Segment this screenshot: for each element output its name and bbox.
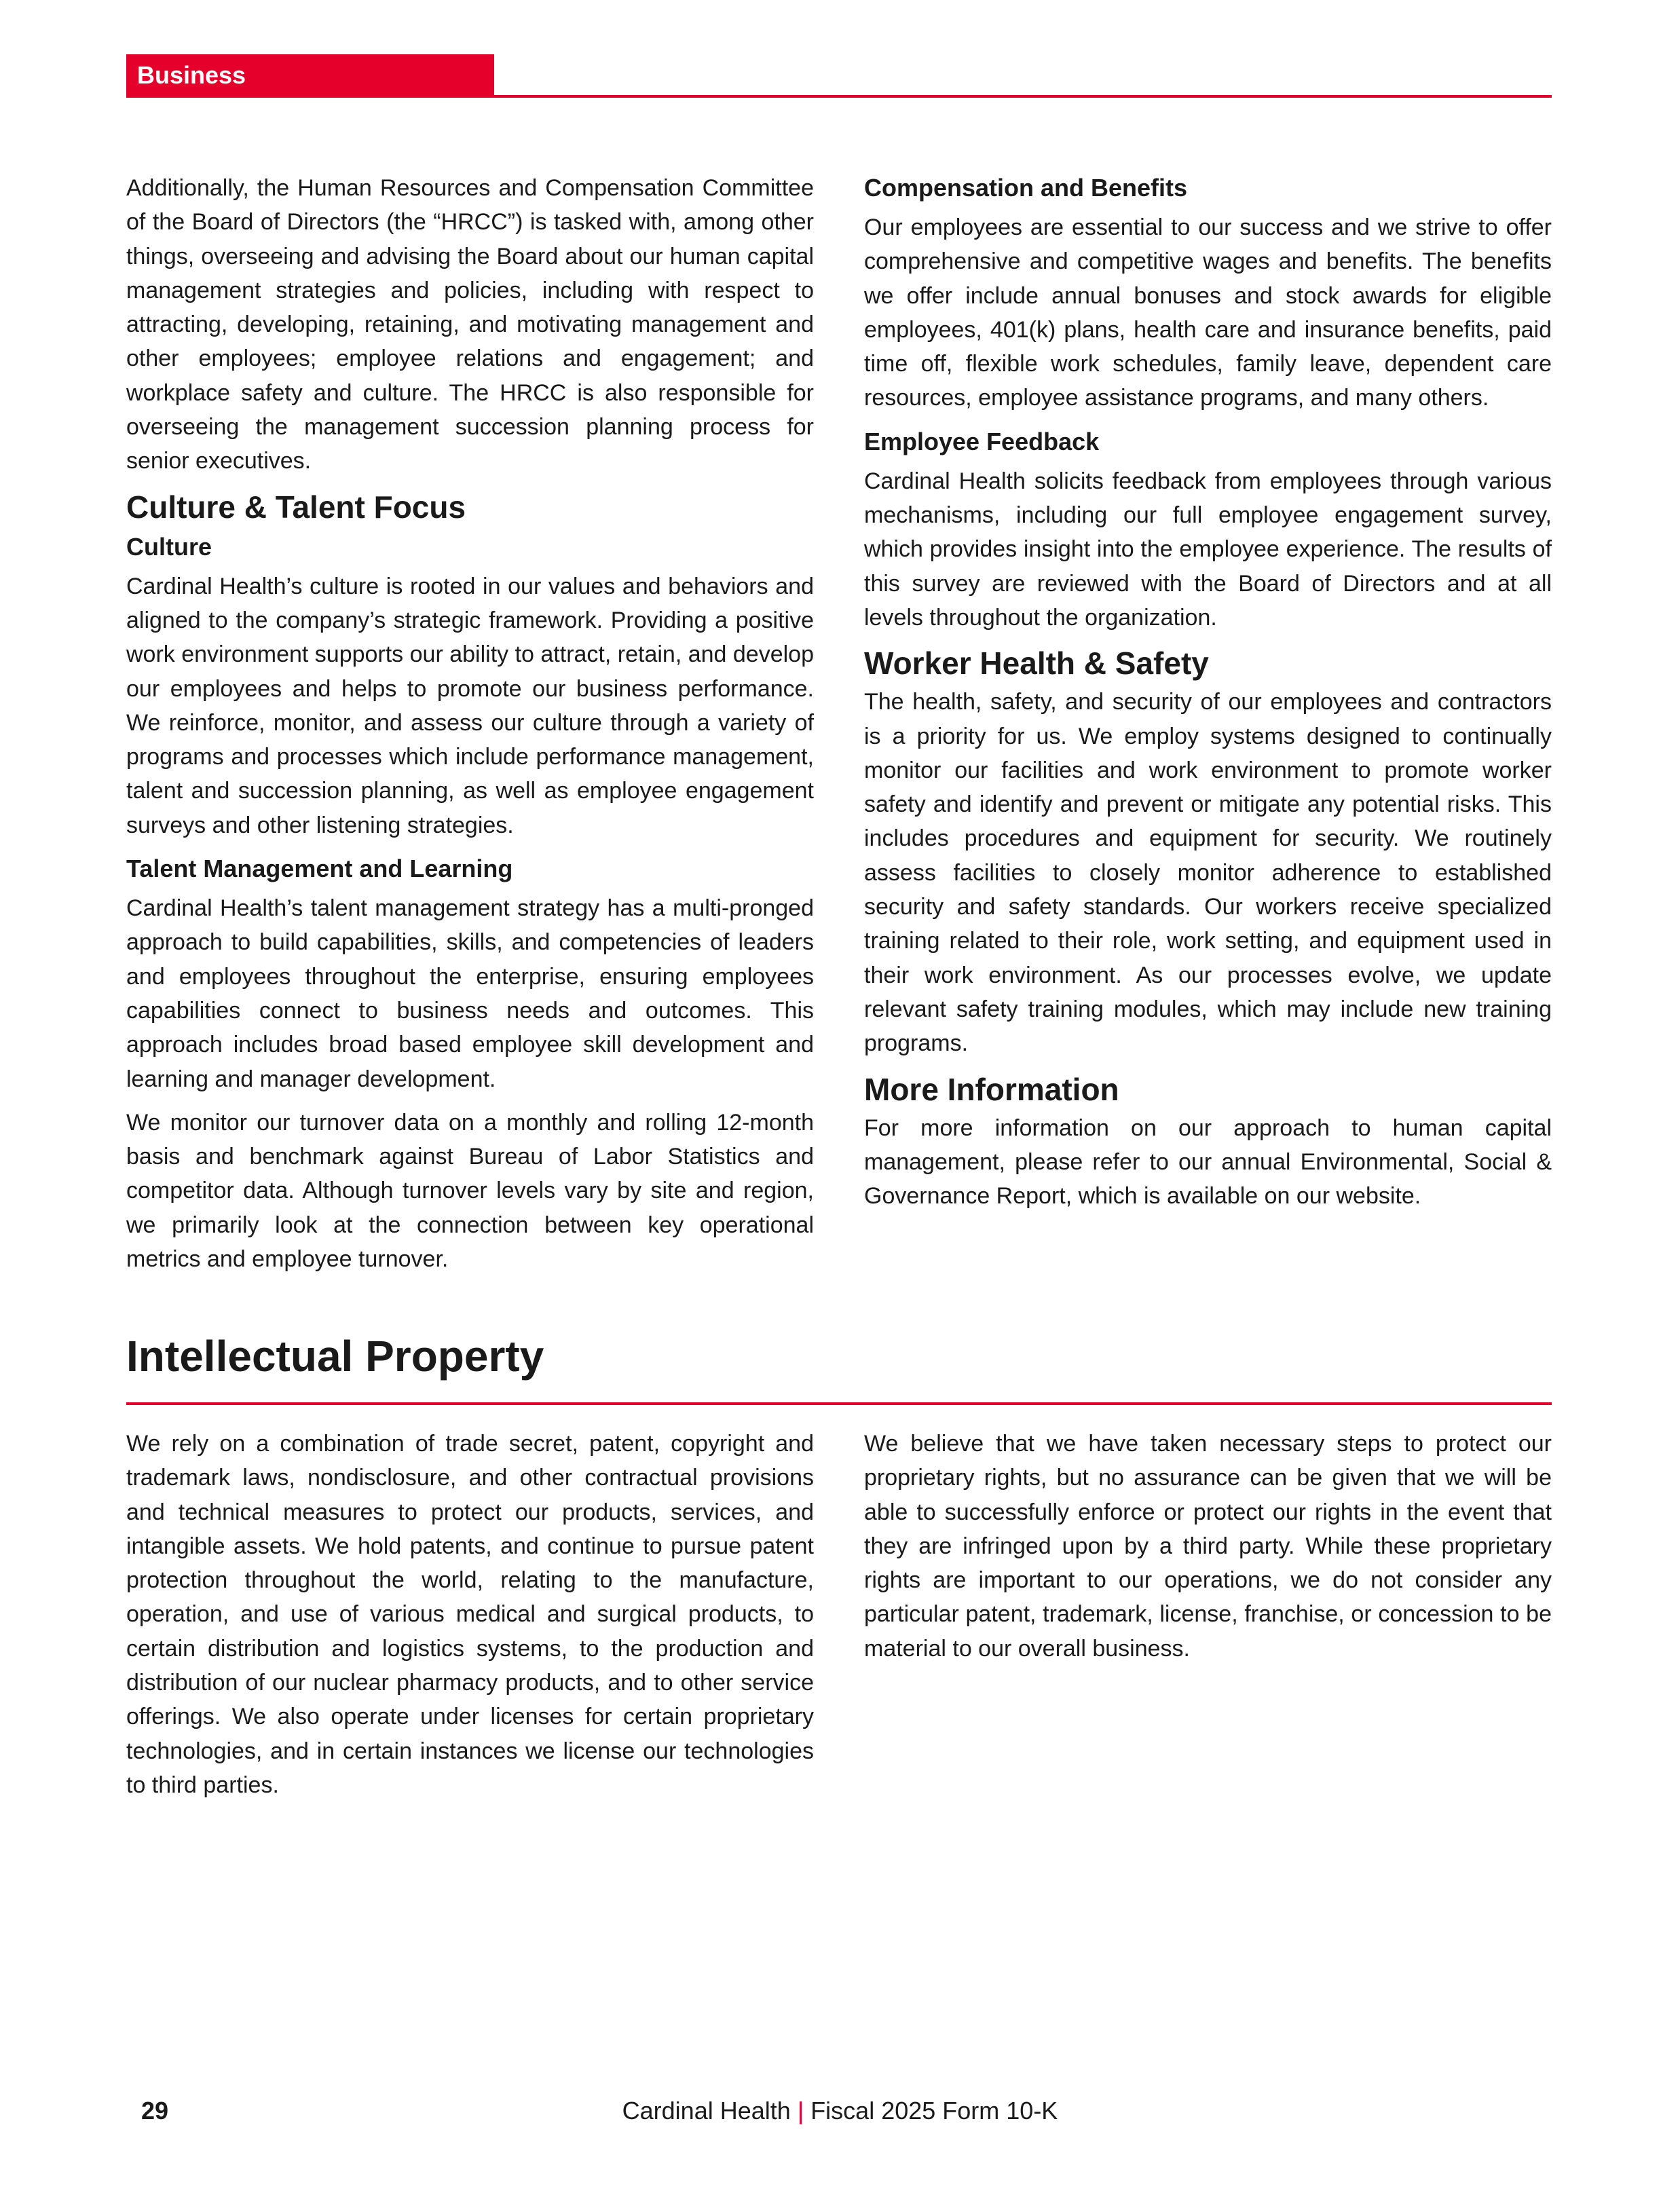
feedback-paragraph: Cardinal Health solicits feedback from employees through various mechanisms, including our full employee engagement survey, which provides insight into the employee experience. The results of this survey are reviewed with the Board of Directors and at all levels throughout the organization.: [864, 468, 1552, 631]
page-number: 29: [141, 2097, 169, 2125]
safety-paragraph: The health, safety, and security of our employees and contractors is a priority for us. We employ systems designed to continually monitor our facilities and work environment to promote worker safety and identify and prevent or mitigate any potential risks. This includes procedures and equipment for security. We routinely assess facilities to closely monitor adherence to established security and safety standards. Our workers receive specialized training related to their role, work setting, and equipment used in their work environment. As our processes evolve, we update relevant safety training modules, which may include new training programs.: [864, 689, 1552, 1057]
footer-title: [0, 2096, 1680, 2126]
ip-divider: [126, 1402, 1552, 1405]
footer-separator: |: [797, 2097, 804, 2125]
section-tab: [126, 54, 494, 96]
culture-talent-heading: Culture & Talent Focus: [126, 489, 466, 525]
turnover-paragraph: We monitor our turnover data on a monthly and rolling 12-month basis and benchmark against Bureau of Labor Statistics and competitor data. Although turnover levels vary by site and region, we primarily look at the connection between key operational metrics and employee turnover.: [126, 1109, 814, 1273]
safety-heading: Worker Health & Safety: [864, 646, 1209, 681]
more-info-heading: More Information: [864, 1071, 1119, 1107]
section-label: Business: [137, 61, 246, 89]
intellectual-property-title: Intellectual Property: [126, 1332, 544, 1381]
culture-paragraph: Cardinal Health’s culture is rooted in our values and behaviors and aligned to the company’s strategic framework. Providing a positive work environment supports our ability to attract, retain, and develop our employees and helps to promote our business performance. We reinforce, monitor, and assess our culture through a variety of programs and processes which include performance management, talent and succession planning, as well as employee engagement surveys and other listening strategies.: [126, 573, 814, 838]
hrcc-paragraph: Additionally, the Human Resources and Compensation Committee of the Board of Directors (the “HRCC”) is tasked with, among other things, overseeing and advising the Board about our human capital management strategies and policies, including with respect to attracting, developing, retaining, and motivating management and other employees; employee relations and engagement; and workplace safety and culture. The HRCC is also responsible for overseeing the management succession planning process for senior executives.: [126, 175, 814, 474]
ip-right-paragraph: We believe that we have taken necessary steps to protect our proprietary rights, but no assurance can be given that we will be able to successfully enforce or protect our rights in the event that they are infringed upon by a third party. While these proprietary rights are important to our operations, we do not consider any particular patent, trademark, license, franchise, or concession to be material to our overall business.: [864, 1431, 1552, 1662]
ip-left-paragraph: We rely on a combination of trade secret, patent, copyright and trademark laws, nondisclosure, and other contractual provisions and technical measures to protect our products, services, and intangible assets. We hold patents, and continue to pursue patent protection throughout the world, relating to the manufacture, operation, and use of various medical and surgical products, to certain distribution and logistics systems, to the production and distribution of our nuclear pharmacy products, and to other service offerings. We also operate under licenses for certain proprietary technologies, and in certain instances we license our technologies to third parties.: [126, 1431, 814, 1798]
ip-right-column: [864, 1427, 1552, 1675]
culture-subheading: Culture: [126, 532, 212, 561]
header-divider: [126, 95, 1552, 98]
footer-report: Fiscal 2025 Form 10-K: [810, 2097, 1058, 2125]
ip-left-column: [126, 1427, 814, 1812]
compensation-paragraph: Our employees are essential to our success and we strive to offer comprehensive and competitive wages and benefits. The benefits we offer include annual bonuses and stock awards for eligible employees, 401(k) plans, health care and insurance benefits, paid time off, flexible work schedules, family leave, dependent care resources, employee assistance programs, and many others.: [864, 214, 1552, 411]
compensation-subheading: Compensation and Benefits: [864, 174, 1188, 202]
talent-paragraph: Cardinal Health’s talent management strategy has a multi-pronged approach to build capabilities, skills, and competencies of leaders and employees throughout the enterprise, ensuring employees capabilities connect to business needs and outcomes. This approach includes broad based employee skill development and learning and manager development.: [126, 895, 814, 1092]
feedback-subheading: Employee Feedback: [864, 427, 1100, 455]
talent-subheading: Talent Management and Learning: [126, 855, 513, 883]
left-column: [126, 171, 814, 1286]
right-column: [864, 171, 1552, 1222]
footer-company: Cardinal Health: [622, 2097, 791, 2125]
more-info-paragraph: For more information on our approach to human capital management, please refer to our annual Environmental, Social & Governance Report, which is available on our website.: [864, 1115, 1552, 1210]
